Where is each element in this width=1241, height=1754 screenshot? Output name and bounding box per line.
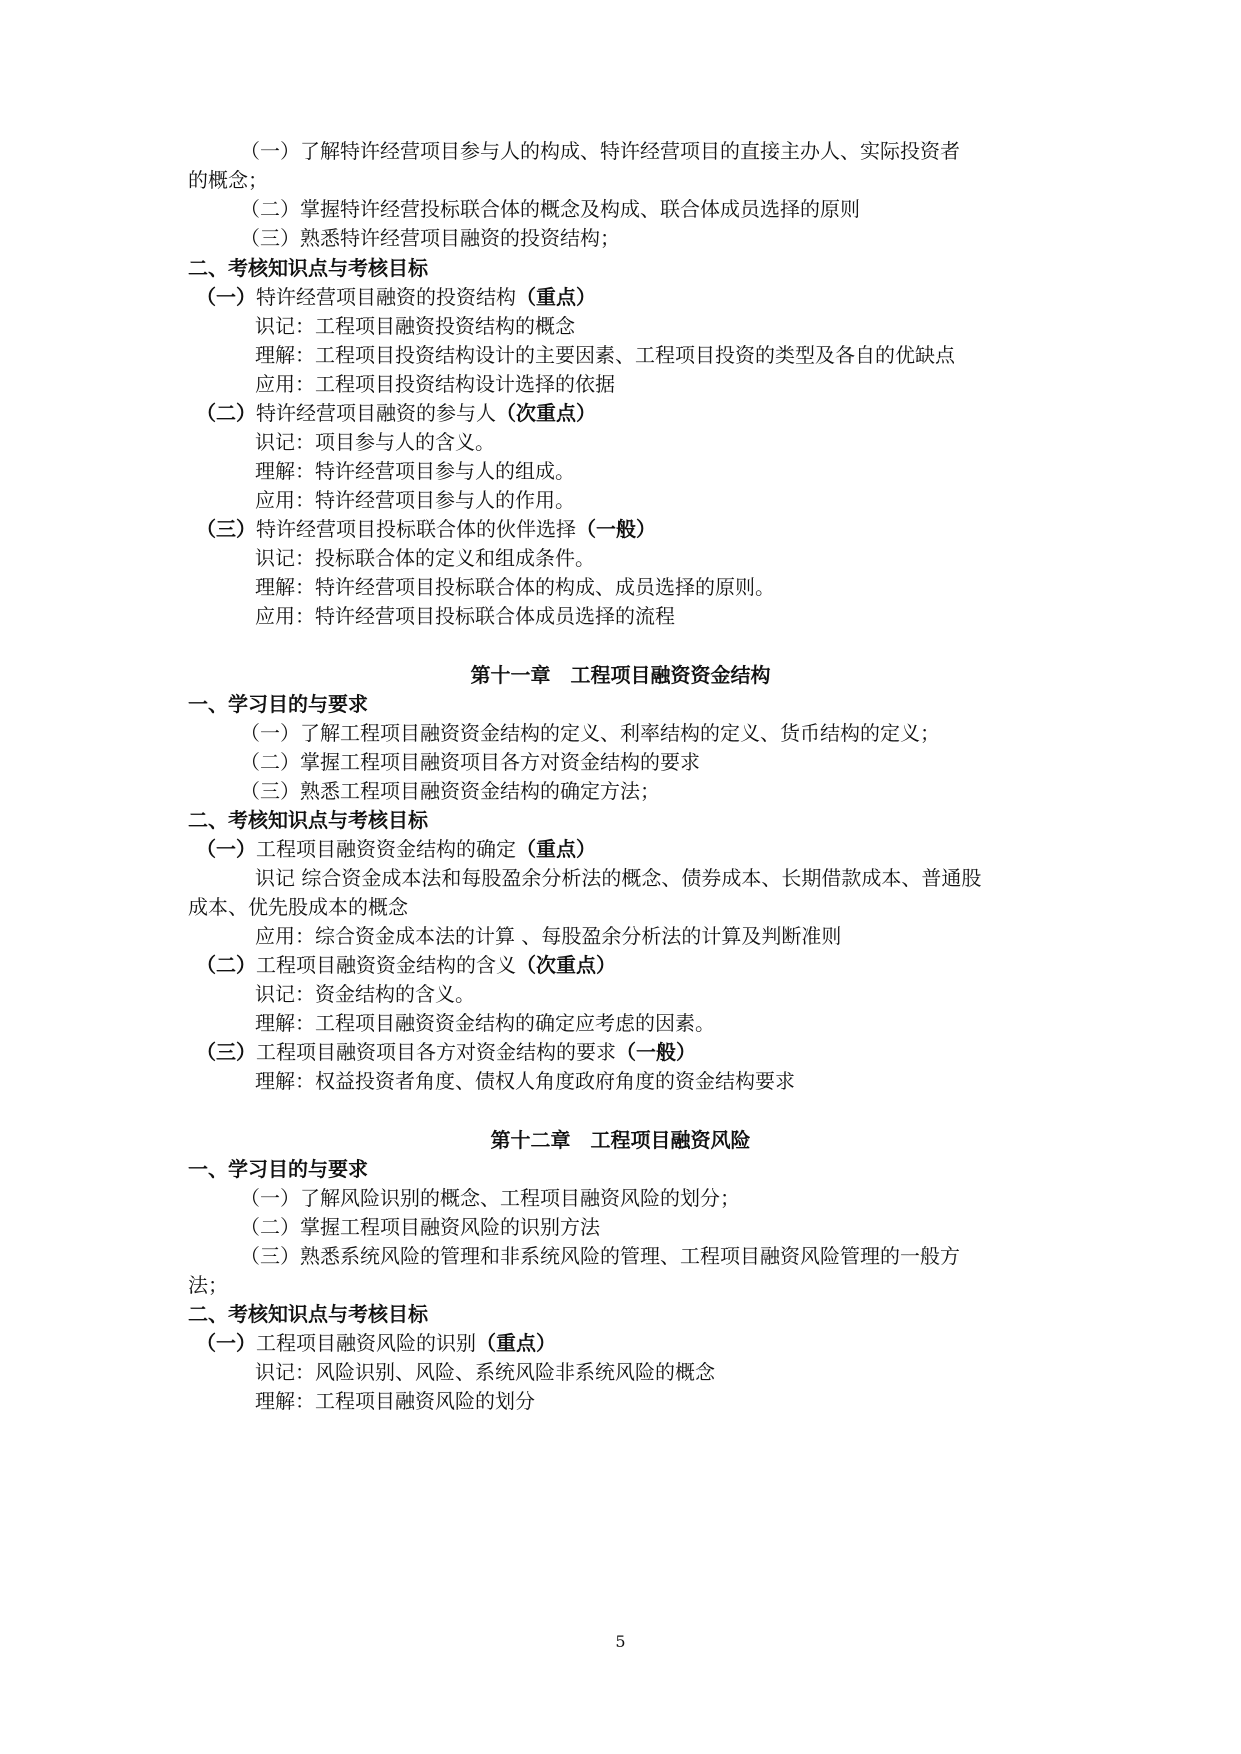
objective-line: （一）了解风险识别的概念、工程项目融资风险的划分； <box>240 1186 740 1210</box>
kp-number: （三） <box>196 517 256 541</box>
requirement-line: 识记：项目参与人的含义。 <box>255 430 495 454</box>
kp-level: （重点） <box>516 285 596 309</box>
objective-line: （三）熟悉工程项目融资资金结构的确定方法； <box>240 779 660 803</box>
kp-level: （一般） <box>616 1040 696 1064</box>
kp-number: （一） <box>196 837 256 861</box>
requirement-line: 识记：工程项目融资投资结构的概念 <box>255 314 575 338</box>
requirement-line: 应用：综合资金成本法的计算 、每股盈余分析法的计算及判断准则 <box>255 924 842 948</box>
kp-number: （一） <box>196 285 256 309</box>
kp-title: 工程项目融资资金结构的含义 <box>256 953 516 977</box>
objective-line: （三）熟悉特许经营项目融资的投资结构； <box>240 226 620 250</box>
objective-line: （一）了解工程项目融资资金结构的定义、利率结构的定义、货币结构的定义； <box>240 721 940 745</box>
requirement-line: 理解：特许经营项目投标联合体的构成、成员选择的原则。 <box>255 575 775 599</box>
knowledge-point <box>196 837 596 861</box>
chapter-title: 第十二章 工程项目融资风险 <box>490 1128 751 1152</box>
section-heading: 一、学习目的与要求 <box>188 692 368 716</box>
kp-number: （二） <box>196 401 256 425</box>
section-heading: 一、学习目的与要求 <box>188 1157 368 1181</box>
requirement-line: 识记：投标联合体的定义和组成条件。 <box>255 546 595 570</box>
kp-level: （一般） <box>576 517 656 541</box>
knowledge-point <box>196 953 616 977</box>
requirement-line: 理解：工程项目融资风险的划分 <box>255 1389 535 1413</box>
kp-title: 特许经营项目融资的投资结构 <box>256 285 516 309</box>
requirement-line: 理解：工程项目投资结构设计的主要因素、工程项目投资的类型及各自的优缺点 <box>255 343 955 367</box>
kp-number: （三） <box>196 1040 256 1064</box>
objective-line: （一）了解特许经营项目参与人的构成、特许经营项目的直接主办人、实际投资者 <box>240 139 960 163</box>
page-number: 5 <box>615 1632 626 1651</box>
requirement-line: 识记 综合资金成本法和每股盈余分析法的概念、债券成本、长期借款成本、普通股 <box>255 866 982 890</box>
requirement-line: 理解：权益投资者角度、债权人角度政府角度的资金结构要求 <box>255 1069 795 1093</box>
kp-title: 工程项目融资风险的识别 <box>256 1331 476 1355</box>
kp-number: （二） <box>196 953 256 977</box>
kp-number: （一） <box>196 1331 256 1355</box>
section-heading: 二、考核知识点与考核目标 <box>188 808 428 832</box>
requirement-line: 识记：资金结构的含义。 <box>255 982 475 1006</box>
requirement-line: 理解：工程项目融资资金结构的确定应考虑的因素。 <box>255 1011 715 1035</box>
requirement-line: 应用：特许经营项目投标联合体成员选择的流程 <box>255 604 675 628</box>
kp-level: （次重点） <box>516 953 616 977</box>
requirement-line: 理解：特许经营项目参与人的组成。 <box>255 459 575 483</box>
knowledge-point <box>196 1331 556 1355</box>
kp-title: 特许经营项目融资的参与人 <box>256 401 496 425</box>
knowledge-point <box>196 285 596 309</box>
objective-line-cont: 的概念； <box>188 168 268 192</box>
section-heading: 二、考核知识点与考核目标 <box>188 1302 428 1326</box>
chapter-title: 第十一章 工程项目融资资金结构 <box>470 663 771 687</box>
requirement-line-cont: 成本、优先股成本的概念 <box>188 895 408 919</box>
kp-level: （重点） <box>476 1331 556 1355</box>
kp-level: （重点） <box>516 837 596 861</box>
kp-title: 工程项目融资项目各方对资金结构的要求 <box>256 1040 616 1064</box>
objective-line-cont: 法； <box>188 1273 228 1297</box>
objective-line: （三）熟悉系统风险的管理和非系统风险的管理、工程项目融资风险管理的一般方 <box>240 1244 960 1268</box>
objective-line: （二）掌握工程项目融资风险的识别方法 <box>240 1215 600 1239</box>
kp-title: 工程项目融资资金结构的确定 <box>256 837 516 861</box>
kp-level: （次重点） <box>496 401 596 425</box>
requirement-line: 识记：风险识别、风险、系统风险非系统风险的概念 <box>255 1360 715 1384</box>
knowledge-point <box>196 1040 696 1064</box>
objective-line: （二）掌握工程项目融资项目各方对资金结构的要求 <box>240 750 700 774</box>
section-heading: 二、考核知识点与考核目标 <box>188 256 428 280</box>
knowledge-point <box>196 517 656 541</box>
requirement-line: 应用：工程项目投资结构设计选择的依据 <box>255 372 615 396</box>
knowledge-point <box>196 401 596 425</box>
requirement-line: 应用：特许经营项目参与人的作用。 <box>255 488 575 512</box>
kp-title: 特许经营项目投标联合体的伙伴选择 <box>256 517 576 541</box>
objective-line: （二）掌握特许经营投标联合体的概念及构成、联合体成员选择的原则 <box>240 197 860 221</box>
